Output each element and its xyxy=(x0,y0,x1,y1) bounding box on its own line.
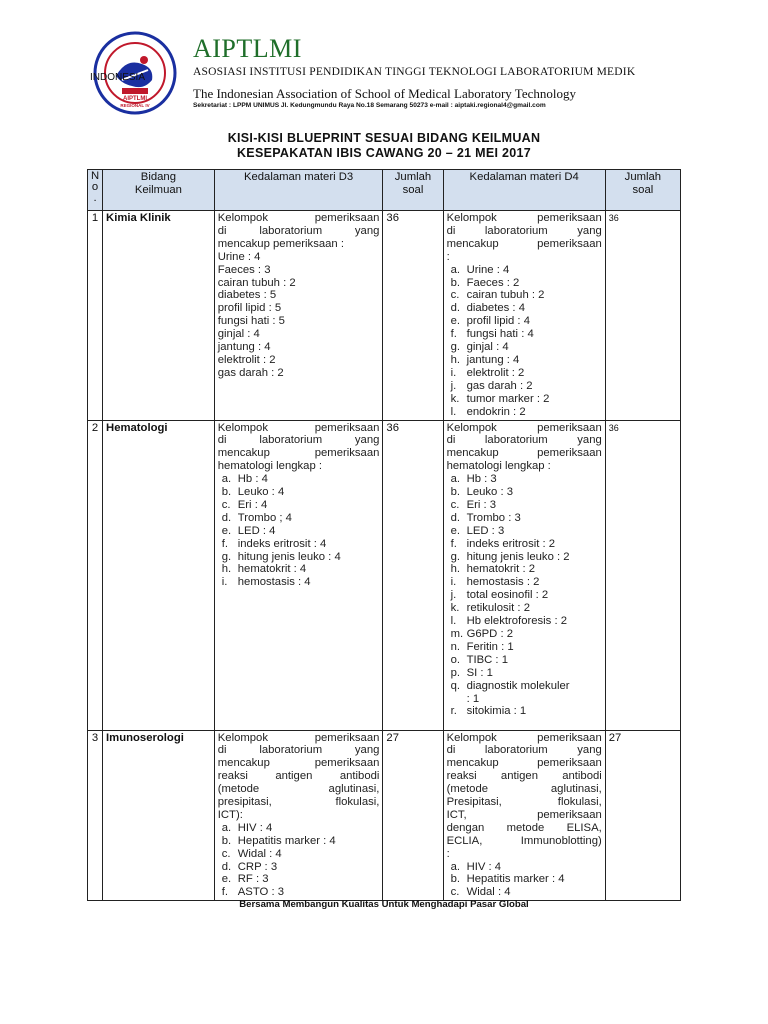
d3-intro-line: di laboratorium yang xyxy=(217,744,380,757)
d3-item: diabetes : 5 xyxy=(217,289,277,302)
d4-intro-line: Kelompok pemeriksaan xyxy=(446,421,602,434)
d4-intro-line: Kelompok pemeriksaan xyxy=(446,212,602,224)
d4-intro-line: di laboratorium yang xyxy=(446,434,602,447)
cell-jumlah-d3: 27 xyxy=(383,730,443,901)
d4-intro-line: reaksi antigen antibodi xyxy=(446,770,602,783)
d3-item: fungsi hati : 5 xyxy=(217,315,285,328)
d3-item: d. CRP : 3 xyxy=(221,860,278,873)
d4-intro-line: ICT, pemeriksaan xyxy=(446,808,602,821)
d3-intro-line: di laboratorium yang xyxy=(217,224,380,237)
d4-item: h. hematokrit : 2 xyxy=(450,563,536,576)
header-jumlah-d3: Jumlah soal xyxy=(383,170,443,211)
cell-jumlah-d4: 36 xyxy=(605,211,680,421)
d3-intro-line: hematologi lengkap : xyxy=(217,460,323,473)
d4-intro-line: : xyxy=(446,250,450,263)
d4-item: p. SI : 1 xyxy=(450,666,493,679)
cell-d4 xyxy=(443,420,605,730)
document-title-line1: KISI-KISI BLUEPRINT SESUAI BIDANG KEILMUAN xyxy=(227,131,541,145)
cell-bidang: Kimia Klinik xyxy=(103,211,215,421)
d4-item: e. profil lipid : 4 xyxy=(450,315,530,328)
d4-item: g. ginjal : 4 xyxy=(450,341,509,354)
d3-intro-line: Kelompok pemeriksaan xyxy=(217,212,380,224)
d4-item: f. indeks eritrosit : 2 xyxy=(450,537,556,550)
cell-d3 xyxy=(214,730,383,901)
cell-jumlah-d3: 36 xyxy=(383,211,443,421)
blueprint-table xyxy=(87,169,681,901)
cell-no: 2 xyxy=(88,420,103,730)
d4-item: j. gas darah : 2 xyxy=(450,379,533,392)
d4-intro-line: mencakup pemeriksaan xyxy=(446,237,602,250)
d3-item: h. hematokrit : 4 xyxy=(221,563,307,576)
d4-item: k. retikulosit : 2 xyxy=(450,602,530,615)
cell-no: 3 xyxy=(88,730,103,901)
d4-item: c. cairan tubuh : 2 xyxy=(450,289,545,302)
cell-d4 xyxy=(443,211,605,421)
d4-item: b. Faeces : 2 xyxy=(450,276,520,289)
cell-bidang: Imunoserologi xyxy=(103,730,215,901)
d3-intro-line: presipitasi, flokulasi, xyxy=(217,796,380,809)
d3-item: b. Hepatitis marker : 4 xyxy=(221,834,336,847)
d4-intro-line: (metode aglutinasi, xyxy=(446,783,602,796)
org-name-english: The Indonesian Association of School of Medical Laboratory Technology xyxy=(193,86,576,101)
cell-jumlah-d4: 36 xyxy=(605,420,680,730)
table-row xyxy=(88,211,681,421)
d3-item: gas darah : 2 xyxy=(217,366,284,379)
d3-item: ginjal : 4 xyxy=(217,328,260,341)
secretariat-address: Sekretariat : LPPM UNIMUS Jl. Kedungmundu Raya No.18 Semarang 50273 e-mail : aiptaki.regional4@gmail.com xyxy=(193,102,546,109)
d3-item: g. hitung jenis leuko : 4 xyxy=(221,550,341,563)
d4-intro-line: mencakup pemeriksaan xyxy=(446,447,602,460)
logo-text-bottom: REGIONAL IV xyxy=(120,103,150,108)
d4-item: a. Urine : 4 xyxy=(450,263,510,276)
header-bidang: Bidang Keilmuan xyxy=(103,170,215,211)
footer-slogan: Bersama Membangun Kualitas Untuk Menghadapi Pasar Global xyxy=(239,899,529,910)
d3-item: a. HIV : 4 xyxy=(221,821,273,834)
d3-item: d. Trombo ; 4 xyxy=(221,511,292,524)
d4-intro-line: : xyxy=(446,847,450,860)
d3-item: c. Widal : 4 xyxy=(221,847,282,860)
d4-item: a. Hb : 3 xyxy=(450,473,497,486)
header-d3: Kedalaman materi D3 xyxy=(214,170,383,211)
d4-intro-line: di laboratorium yang xyxy=(446,744,602,757)
d3-intro-line: mencakup pemeriksaan xyxy=(217,757,380,770)
d4-item: m. G6PD : 2 xyxy=(450,628,514,640)
cell-d3 xyxy=(214,211,383,421)
table-row xyxy=(88,730,681,901)
d3-intro-line: ICT): xyxy=(217,808,243,821)
d4-intro-line: mencakup pemeriksaan xyxy=(446,757,602,770)
d4-item: c. Eri : 3 xyxy=(450,498,497,511)
d4-item: k. tumor marker : 2 xyxy=(450,392,550,405)
d4-item: h. jantung : 4 xyxy=(450,353,520,366)
cell-jumlah-d3: 36 xyxy=(383,420,443,730)
d4-item: a. HIV : 4 xyxy=(450,860,502,873)
d4-item: b. Leuko : 3 xyxy=(450,486,514,499)
d4-item: q. diagnostik molekuler xyxy=(450,679,570,692)
d4-intro-line: Presipitasi, flokulasi, xyxy=(446,796,602,809)
table-header-row xyxy=(88,170,681,211)
org-name-indonesian: ASOSIASI INSTITUSI PENDIDIKAN TINGGI TEKNOLOGI LABORATORIUM MEDIK xyxy=(193,66,636,78)
cell-bidang: Hematologi xyxy=(103,420,215,730)
d3-intro-line: reaksi antigen antibodi xyxy=(217,770,380,783)
d4-intro-line: di laboratorium yang xyxy=(446,224,602,237)
d3-item: e. RF : 3 xyxy=(221,873,269,886)
d3-item: a. Hb : 4 xyxy=(221,473,268,486)
d3-intro-line: di laboratorium yang xyxy=(217,434,380,447)
d3-item: i. hemostasis : 4 xyxy=(221,576,311,589)
d4-intro-line: dengan metode ELISA, xyxy=(446,821,602,834)
d3-intro-line: mencakup pemeriksaan : xyxy=(217,237,344,250)
d4-item: j. total eosinofil : 2 xyxy=(450,589,549,602)
d3-item: f. ASTO : 3 xyxy=(221,886,285,899)
cell-jumlah-d4: 27 xyxy=(605,730,680,901)
d3-item: b. Leuko : 4 xyxy=(221,486,285,499)
d4-item: n. Feritin : 1 xyxy=(450,640,514,653)
d4-item: l. Hb elektroforesis : 2 xyxy=(450,615,568,628)
cell-no: 1 xyxy=(88,211,103,421)
cell-d3 xyxy=(214,420,383,730)
d3-item: Faeces : 3 xyxy=(217,263,271,276)
d4-item: b. Hepatitis marker : 4 xyxy=(450,873,565,886)
d4-item: d. Trombo : 3 xyxy=(450,511,521,524)
d4-item: l. endokrin : 2 xyxy=(450,405,526,418)
d3-intro-line: mencakup pemeriksaan xyxy=(217,447,380,460)
d3-intro-line: Kelompok pemeriksaan xyxy=(217,731,380,744)
cell-d4 xyxy=(443,730,605,901)
d4-item: r. sitokimia : 1 xyxy=(450,705,527,718)
d3-item: Urine : 4 xyxy=(217,250,261,263)
logo-overlay-text: INDONESIA xyxy=(90,72,146,83)
d3-item: elektrolit : 2 xyxy=(217,353,276,366)
org-acronym: AIPTLMI xyxy=(193,34,302,63)
d4-intro-line: ECLIA, Immunoblotting) xyxy=(446,834,602,847)
d4-item: c. Widal : 4 xyxy=(450,886,511,899)
d4-intro-line: Kelompok pemeriksaan xyxy=(446,731,602,744)
d4-item: i. elektrolit : 2 xyxy=(450,366,525,379)
document-title-line2: KESEPAKATAN IBIS CAWANG 20 – 21 MEI 2017 xyxy=(236,146,532,160)
d4-item: g. hitung jenis leuko : 2 xyxy=(450,550,570,563)
d4-item: o. TIBC : 1 xyxy=(450,653,508,666)
d4-item: d. diabetes : 4 xyxy=(450,302,525,315)
d4-intro-line: hematologi lengkap : xyxy=(446,460,551,473)
d3-intro-line: (metode aglutinasi, xyxy=(217,783,380,796)
d4-item: : 1 xyxy=(466,692,480,705)
d3-item: cairan tubuh : 2 xyxy=(217,276,296,289)
d3-intro-line: Kelompok pemeriksaan xyxy=(217,421,380,434)
d3-item: e. LED : 4 xyxy=(221,524,276,537)
logo-text-top: AIPTLMI xyxy=(123,96,147,102)
d4-item: i. hemostasis : 2 xyxy=(450,576,540,589)
d3-item: c. Eri : 4 xyxy=(221,498,268,511)
d3-item: profil lipid : 5 xyxy=(217,302,282,315)
d3-item: jantung : 4 xyxy=(217,341,271,354)
d3-item: f. indeks eritrosit : 4 xyxy=(221,537,327,550)
header-jumlah-d4: Jumlah soal xyxy=(605,170,680,211)
d4-item: f. fungsi hati : 4 xyxy=(450,328,534,341)
header-no: N o . xyxy=(88,170,103,211)
header-d4: Kedalaman materi D4 xyxy=(443,170,605,211)
table-row xyxy=(88,420,681,730)
d4-item: e. LED : 3 xyxy=(450,524,505,537)
